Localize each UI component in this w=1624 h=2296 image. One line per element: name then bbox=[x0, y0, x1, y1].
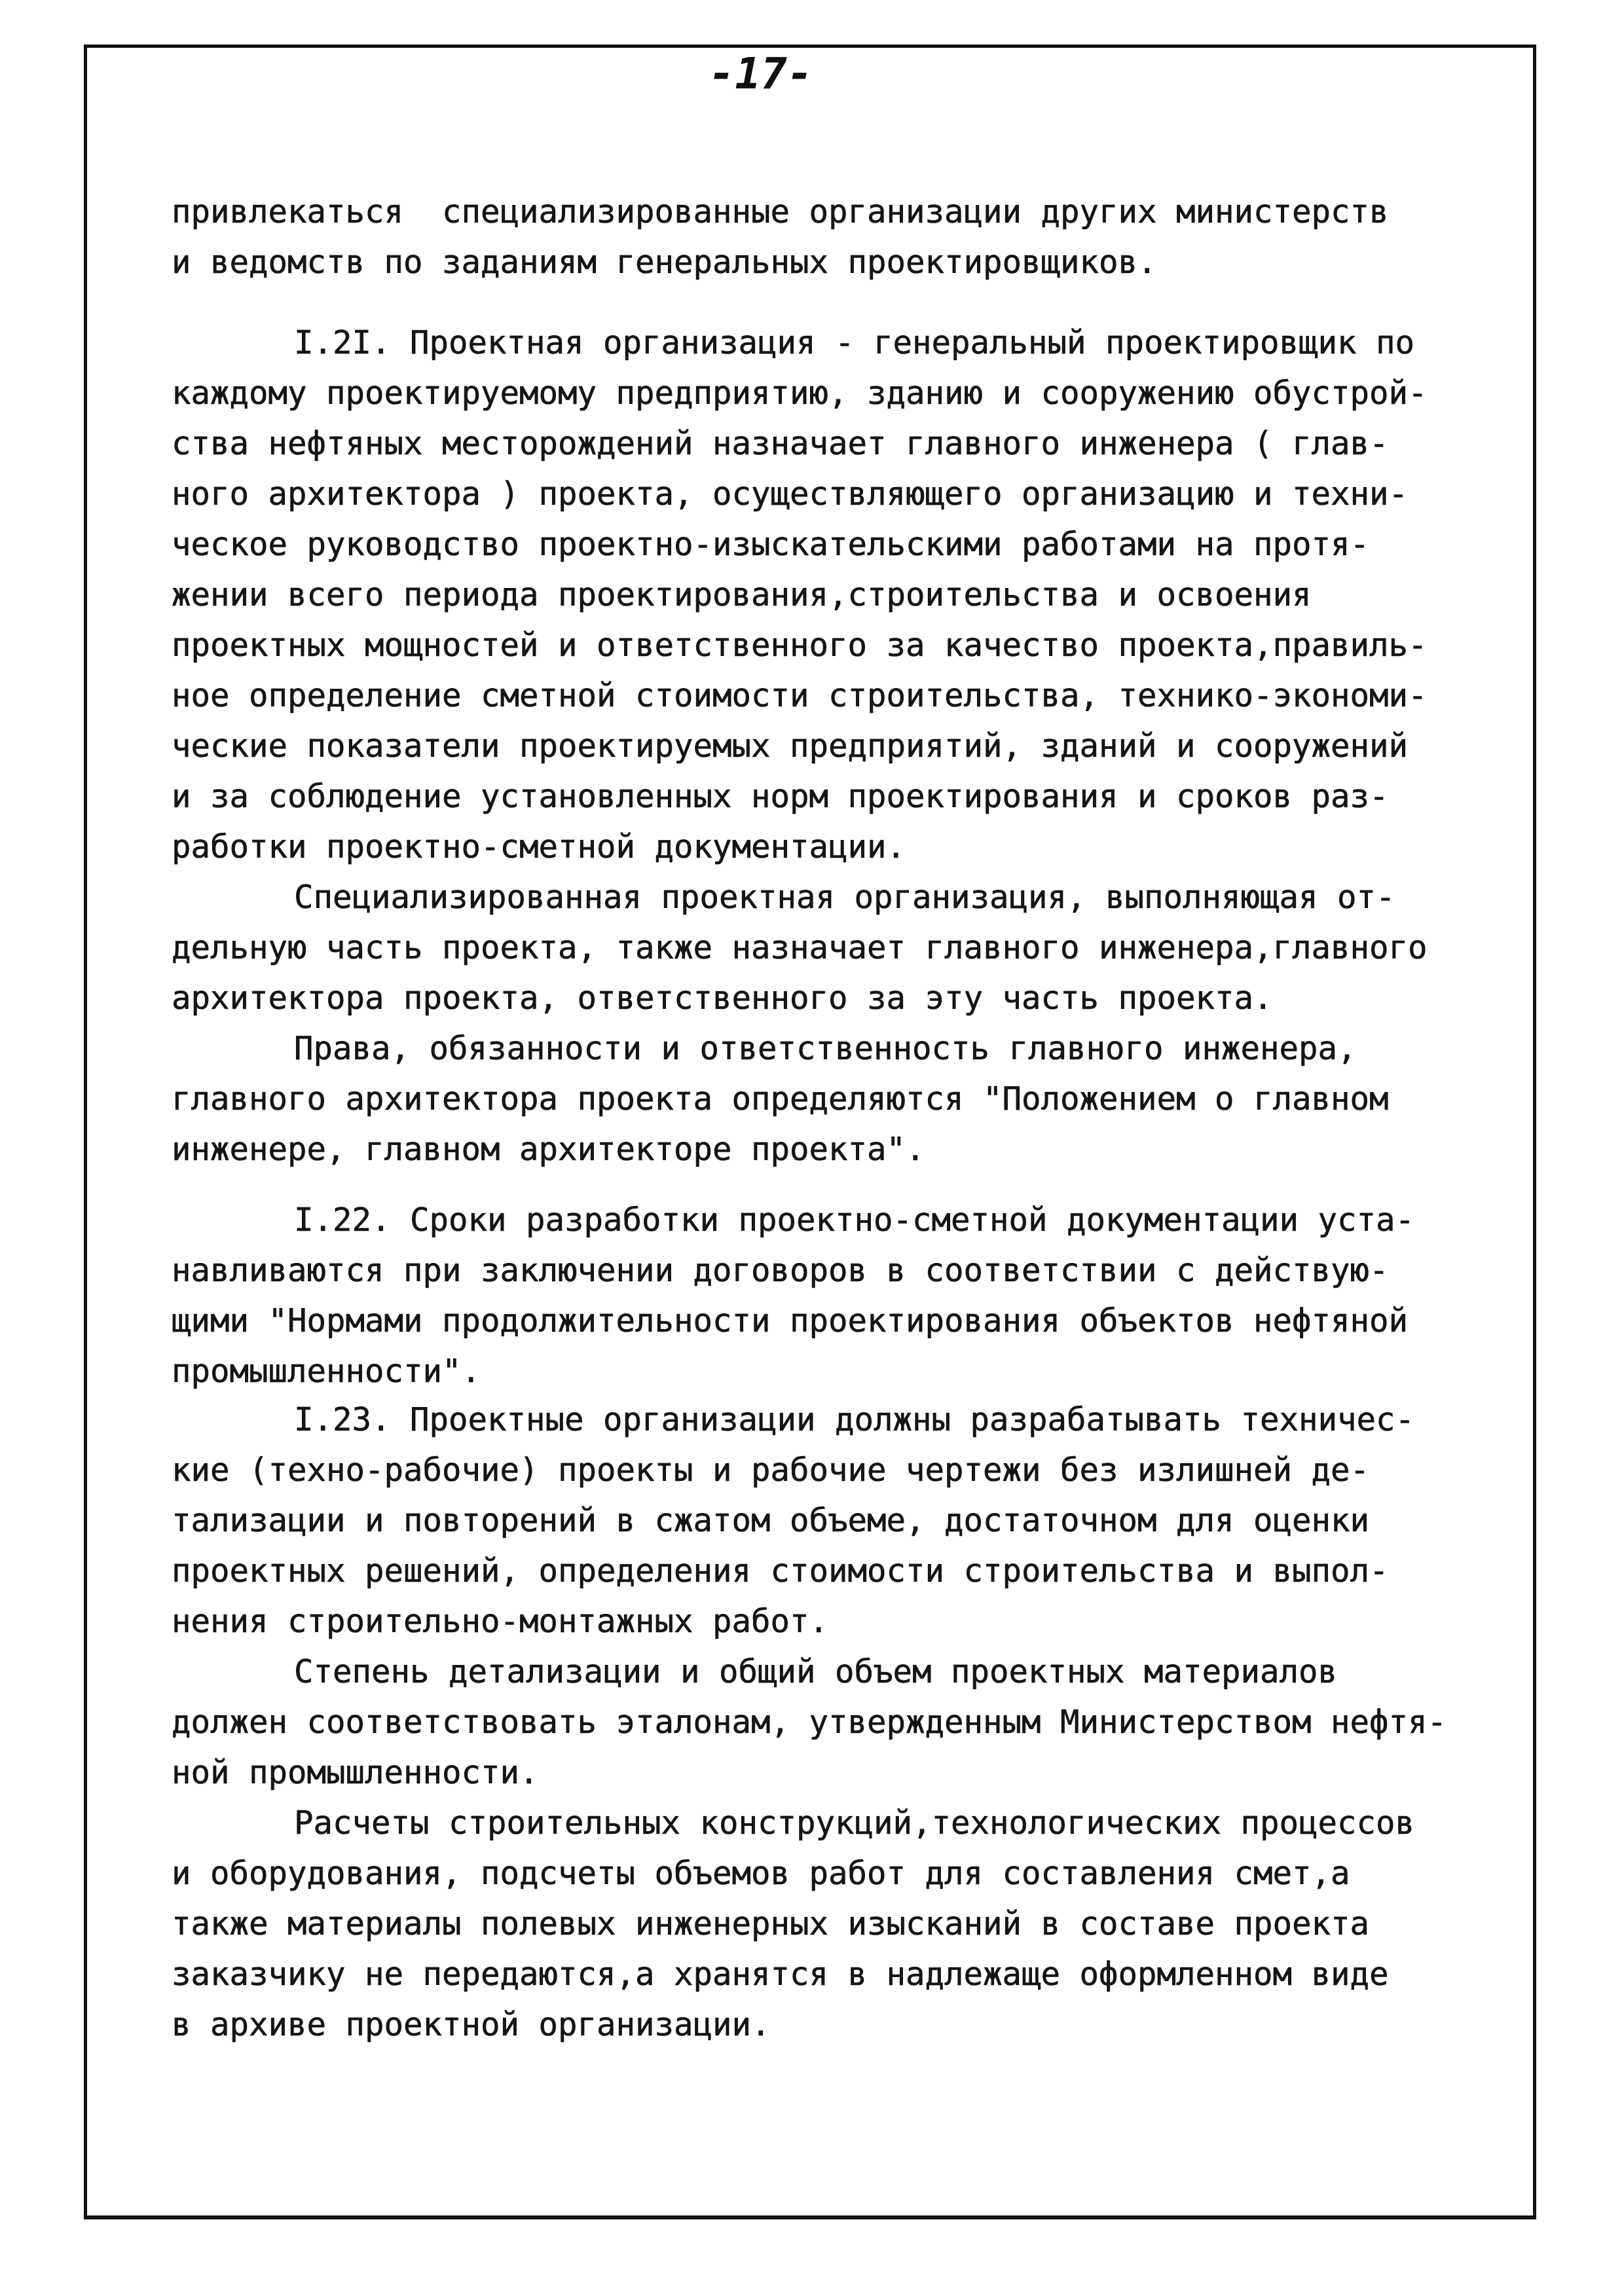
text-line: ное определение сметной стоимости строительства, технико-экономи- bbox=[172, 677, 1428, 714]
text-block-3 bbox=[172, 1195, 1534, 1396]
text-line: Специализированная проектная организация, выполняющая от- bbox=[294, 879, 1395, 916]
text-line: I.22. Сроки разработки проектно-сметной документации уста- bbox=[294, 1201, 1415, 1239]
text-line: навливаются при заключении договоров в соответствии с действую- bbox=[172, 1252, 1389, 1289]
text-block-4 bbox=[172, 1394, 1534, 2050]
text-line: также материалы полевых инженерных изысканий в составе проекта bbox=[172, 1905, 1370, 1942]
page-number: -17- bbox=[709, 48, 813, 99]
text-line: I.23. Проектные организации должны разрабатывать техничес- bbox=[294, 1401, 1415, 1438]
text-line: и оборудования, подсчеты объемов работ для составления смет,а bbox=[172, 1855, 1350, 1892]
text-line: жении всего периода проектирования,строительства и освоения bbox=[172, 576, 1312, 613]
text-line: каждому проектируемому предприятию, зданию и сооружению обустрой- bbox=[172, 374, 1428, 412]
text-line: ства нефтяных месторождений назначает главного инженера ( глав- bbox=[172, 425, 1389, 462]
text-line: и за соблюдение установленных норм проектирования и сроков раз- bbox=[172, 778, 1389, 815]
text-line: I.2I. Проектная организация - генеральный проектировщик по bbox=[294, 324, 1415, 361]
text-line: работки проектно-сметной документации. bbox=[172, 828, 906, 866]
text-line: инженере, главном архитекторе проекта". bbox=[172, 1131, 925, 1168]
text-line: ного архитектора ) проекта, осуществляющего организацию и техни- bbox=[172, 475, 1409, 513]
text-line: должен соответствовать эталонам, утвержденным Министерством нефтя- bbox=[172, 1704, 1447, 1741]
text-block-2 bbox=[172, 318, 1534, 1175]
text-line: главного архитектора проекта определяются "Положением о главном bbox=[172, 1080, 1389, 1118]
text-line: привлекаться специализированные организации других министерств bbox=[172, 193, 1389, 230]
text-line: нения строительно-монтажных работ. bbox=[172, 1603, 829, 1640]
text-line: тализации и повторений в сжатом объеме, достаточном для оценки bbox=[172, 1502, 1370, 1539]
text-line: ческое руководство проектно-изыскательскими работами на протя- bbox=[172, 526, 1370, 563]
text-line: Расчеты строительных конструкций,технологических процессов bbox=[294, 1804, 1415, 1842]
text-line: кие (техно-рабочие) проекты и рабочие чертежи без излишней де- bbox=[172, 1451, 1370, 1489]
text-line: щими "Нормами продолжительности проектирования объектов нефтяной bbox=[172, 1302, 1409, 1339]
text-line: и ведомств по заданиям генеральных проектировщиков. bbox=[172, 244, 1157, 281]
text-line: проектных мощностей и ответственного за качество проекта,правиль- bbox=[172, 627, 1428, 664]
text-line: ческие показатели проектируемых предприятий, зданий и сооружений bbox=[172, 727, 1409, 765]
text-line: в архиве проектной организации. bbox=[172, 2006, 771, 2043]
text-line: промышленности". bbox=[172, 1353, 481, 1390]
text-line: Степень детализации и общий объем проектных материалов bbox=[294, 1653, 1338, 1690]
text-line: Права, обязанности и ответственность главного инженера, bbox=[294, 1030, 1357, 1067]
text-line: дельную часть проекта, также назначает главного инженера,главного bbox=[172, 929, 1428, 966]
text-block-1 bbox=[172, 187, 1534, 287]
text-line: ной промышленности. bbox=[172, 1754, 539, 1791]
text-line: архитектора проекта, ответственного за эту часть проекта. bbox=[172, 979, 1273, 1017]
text-line: заказчику не передаются,а хранятся в надлежаще оформленном виде bbox=[172, 1956, 1389, 1993]
text-line: проектных решений, определения стоимости строительства и выпол- bbox=[172, 1552, 1389, 1590]
